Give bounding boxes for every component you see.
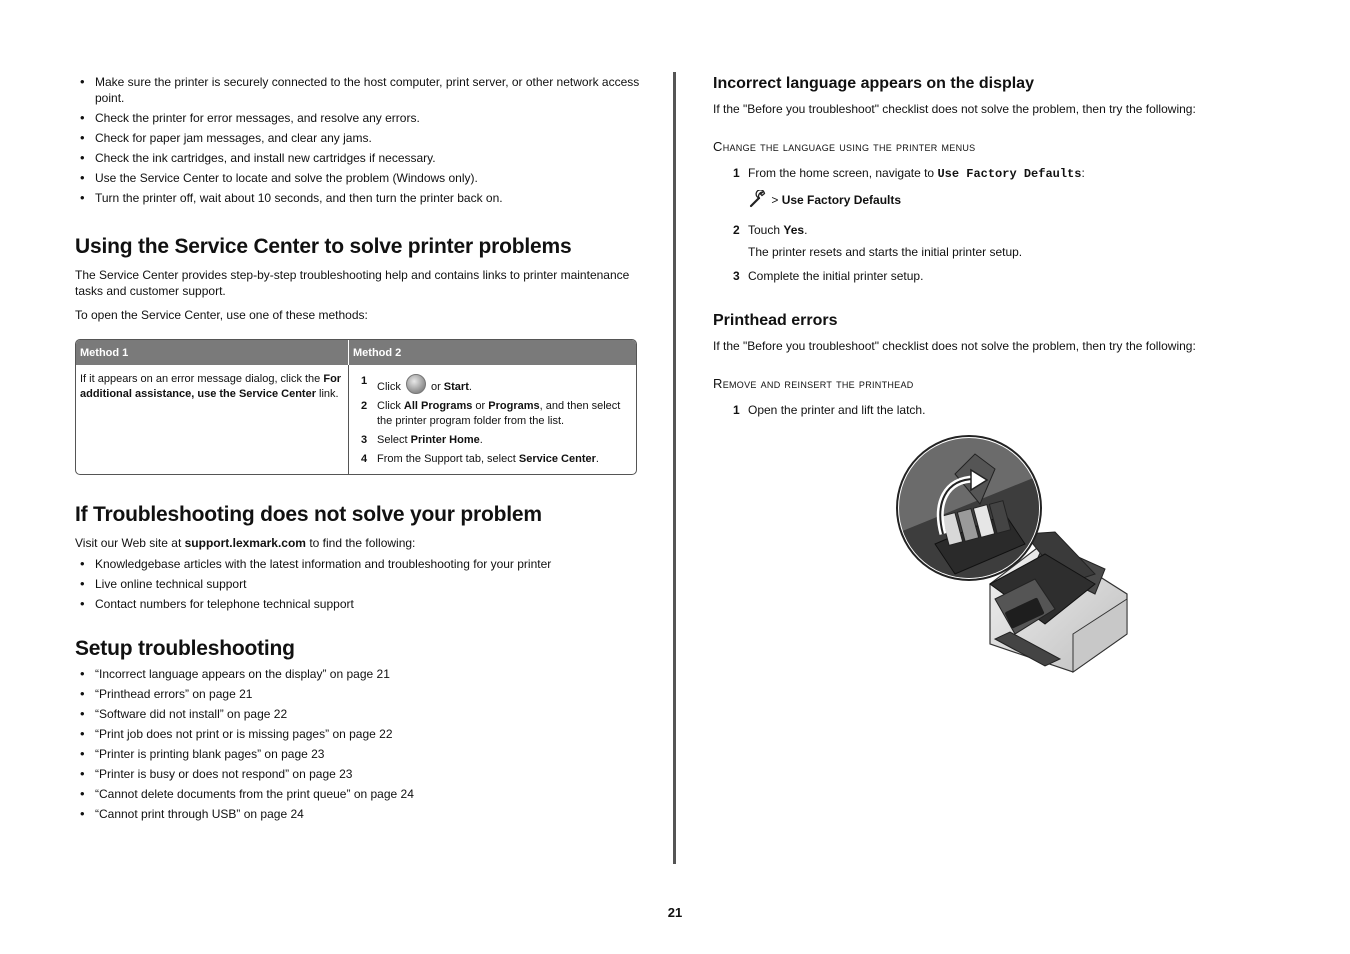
wrench-icon[interactable] bbox=[748, 190, 768, 213]
page-number: 21 bbox=[667, 905, 683, 920]
methods-table bbox=[75, 339, 637, 475]
printhead-step-1: 1 Open the printer and lift the latch. bbox=[733, 403, 926, 417]
list-item: • Check the printer for error messages, and resolve any errors. bbox=[75, 110, 640, 126]
language-intro: If the "Before you troubleshoot" checklist does not solve the problem, then try the following: bbox=[713, 102, 1196, 116]
intro-bullet-list bbox=[75, 74, 640, 206]
setup-link[interactable]: • “Incorrect language appears on the display” on page 21 bbox=[75, 666, 640, 682]
language-step-2: 2 Touch Yes. bbox=[733, 223, 808, 237]
printer-latch-illustration bbox=[895, 434, 1131, 674]
list-item: • Live online technical support bbox=[75, 576, 640, 592]
setup-link[interactable]: • “Software did not install” on page 22 bbox=[75, 706, 640, 722]
language-subheading: Change the language using the printer menus bbox=[713, 139, 976, 154]
service-center-link[interactable]: For additional assistance, use the Service Center bbox=[80, 373, 342, 400]
language-step-1: 1 From the home screen, navigate to Use Factory Defaults: bbox=[733, 166, 1085, 181]
list-item: • Contact numbers for telephone technical support bbox=[75, 596, 640, 612]
printhead-intro: If the "Before you troubleshoot" checklist does not solve the problem, then try the following: bbox=[713, 339, 1196, 353]
windows-start-icon[interactable] bbox=[406, 374, 426, 394]
setup-link[interactable]: • “Print job does not print or is missing pages” on page 22 bbox=[75, 726, 640, 742]
method2-cell bbox=[348, 365, 636, 474]
menu-path: > Use Factory Defaults bbox=[713, 190, 1273, 213]
support-site-link[interactable]: support.lexmark.com bbox=[184, 536, 306, 550]
service-center-para: The Service Center provides step-by-step troubleshooting help and contains links to printer maintenance tasks and customer support. bbox=[75, 268, 630, 298]
section-heading-not-solve: If Troubleshooting does not solve your problem bbox=[75, 503, 542, 526]
setup-link-list bbox=[75, 666, 640, 822]
setup-link[interactable]: • “Printhead errors” on page 21 bbox=[75, 686, 640, 702]
language-step-3: 3 Complete the initial printer setup. bbox=[733, 269, 924, 283]
list-item: • Check for paper jam messages, and clear any jams. bbox=[75, 130, 640, 146]
service-center-para: To open the Service Center, use one of these methods: bbox=[75, 308, 368, 322]
list-item: • Turn the printer off, wait about 10 seconds, and then turn the printer back on. bbox=[75, 190, 640, 206]
column-divider bbox=[673, 72, 676, 864]
setup-link[interactable]: • “Cannot print through USB” on page 24 bbox=[75, 806, 640, 822]
section-heading-service-center: Using the Service Center to solve printer problems bbox=[75, 235, 572, 258]
list-item: • Check the ink cartridges, and install new cartridges if necessary. bbox=[75, 150, 640, 166]
method2-header: Method 2 bbox=[348, 340, 636, 365]
method2-step: 3 Select Printer Home. bbox=[361, 434, 483, 446]
setup-link[interactable]: • “Cannot delete documents from the print queue” on page 24 bbox=[75, 786, 640, 802]
language-step-2-note: The printer resets and starts the initial printer setup. bbox=[748, 245, 1023, 259]
method2-step: 2 Click All Programs or Programs, and then select the printer program folder from the list. bbox=[361, 400, 621, 427]
menu-path-item[interactable]: Use Factory Defaults bbox=[781, 193, 902, 207]
section-heading-language: Incorrect language appears on the display bbox=[713, 75, 1034, 92]
setup-link[interactable]: • “Printer is busy or does not respond” on page 23 bbox=[75, 766, 640, 782]
method2-step: 4 From the Support tab, select Service Center. bbox=[361, 453, 599, 465]
support-bullet-list bbox=[75, 556, 640, 612]
not-solve-intro: Visit our Web site at support.lexmark.com to find the following: bbox=[75, 536, 416, 550]
section-heading-setup: Setup troubleshooting bbox=[75, 637, 295, 660]
list-item: • Knowledgebase articles with the latest information and troubleshooting for your printer bbox=[75, 556, 640, 572]
left-column bbox=[75, 72, 640, 826]
list-item: • Use the Service Center to locate and solve the problem (Windows only). bbox=[75, 170, 640, 186]
list-item: • Make sure the printer is securely connected to the host computer, print server, or other network access point. bbox=[75, 74, 640, 106]
right-column bbox=[713, 72, 1273, 418]
method1-header: Method 1 bbox=[76, 340, 348, 365]
section-heading-printhead: Printhead errors bbox=[713, 312, 838, 329]
method2-step: 1 Click or Start. bbox=[361, 375, 472, 393]
method1-cell: If it appears on an error message dialog, click the For additional assistance, use the Service Center link. bbox=[80, 373, 342, 400]
setup-link[interactable]: • “Printer is printing blank pages” on page 23 bbox=[75, 746, 640, 762]
printhead-subheading: Remove and reinsert the printhead bbox=[713, 376, 914, 391]
